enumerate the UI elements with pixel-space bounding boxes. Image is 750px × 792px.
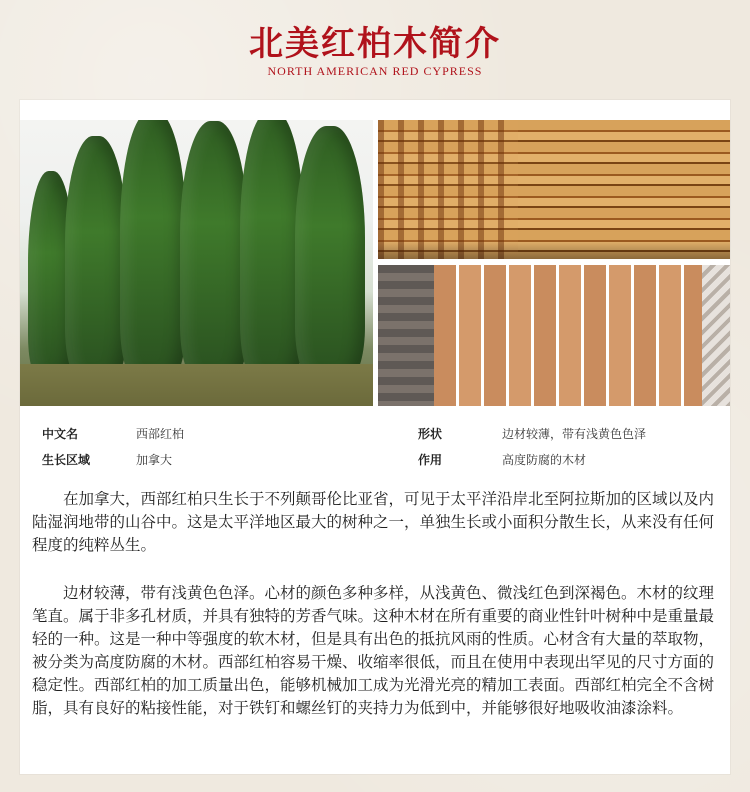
tree-shape: [180, 121, 248, 376]
tree-shape: [295, 126, 365, 376]
deck-boards-image: [378, 265, 730, 406]
weathered-boards: [378, 265, 434, 406]
info-label-shape: 形状: [418, 427, 443, 441]
page-subtitle: NORTH AMERICAN RED CYPRESS: [267, 64, 483, 78]
ground: [20, 364, 373, 406]
properties-paragraph: 边材较薄，带有浅黄色色泽。心材的颜色多种多样，从浅黄色、微浅红色到深褐色。木材的纹理笔直。属于非多孔材质，并具有独特的芳香气味。这种木材在所有重要的商业性针叶树种中是重量最轻的一种。这是一种中等强度的软木材，但是具有出色的抵抗风雨的性质。心材含有大量的萃取物，被分类为高度防腐的木材。西部红柏容易干燥、收缩率很低，而且在使用中表现出罕见的尺寸方面的稳定性。西部红柏的加工质量出色，能够机械加工成为光滑光亮的精加工表面。西部红柏完全不含树脂，具有良好的粘接性能，对于铁钉和螺丝钉的夹持力为低到中，并能够很好地吸收油漆涂料。: [32, 584, 715, 717]
info-value-name: 西部红柏: [136, 427, 185, 441]
info-table: [20, 415, 730, 475]
lumber-ends: [378, 120, 518, 259]
tree-shape: [120, 120, 186, 376]
info-value-shape: 边材较薄，带有浅黄色色泽: [502, 427, 647, 441]
info-label-name: 中文名: [42, 427, 79, 441]
info-value-region: 加拿大: [136, 453, 173, 467]
lumber-stack-image: [378, 120, 730, 259]
info-value-use: 高度防腐的木材: [502, 453, 587, 467]
info-label-region: 生长区域: [42, 453, 91, 467]
side-texture: [702, 265, 730, 406]
intro-paragraph: 在加拿大，西部红柏只生长于不列颠哥伦比亚省，可见于太平洋沿岸北至阿拉斯加的区域以及内陆湿润地带的山谷中。这是太平洋地区最大的树种之一，单独生长或小面积分散生长，从来没有任何程度的纯粹丛生。: [32, 490, 715, 554]
info-label-use: 作用: [418, 453, 443, 467]
lumber-shadow: [378, 241, 730, 259]
tree-shape: [65, 136, 127, 376]
cypress-trees-image: [20, 120, 373, 406]
page-title: 北美红柏木简介: [249, 24, 501, 64]
cedar-boards: [434, 265, 702, 406]
header: [0, 0, 750, 96]
